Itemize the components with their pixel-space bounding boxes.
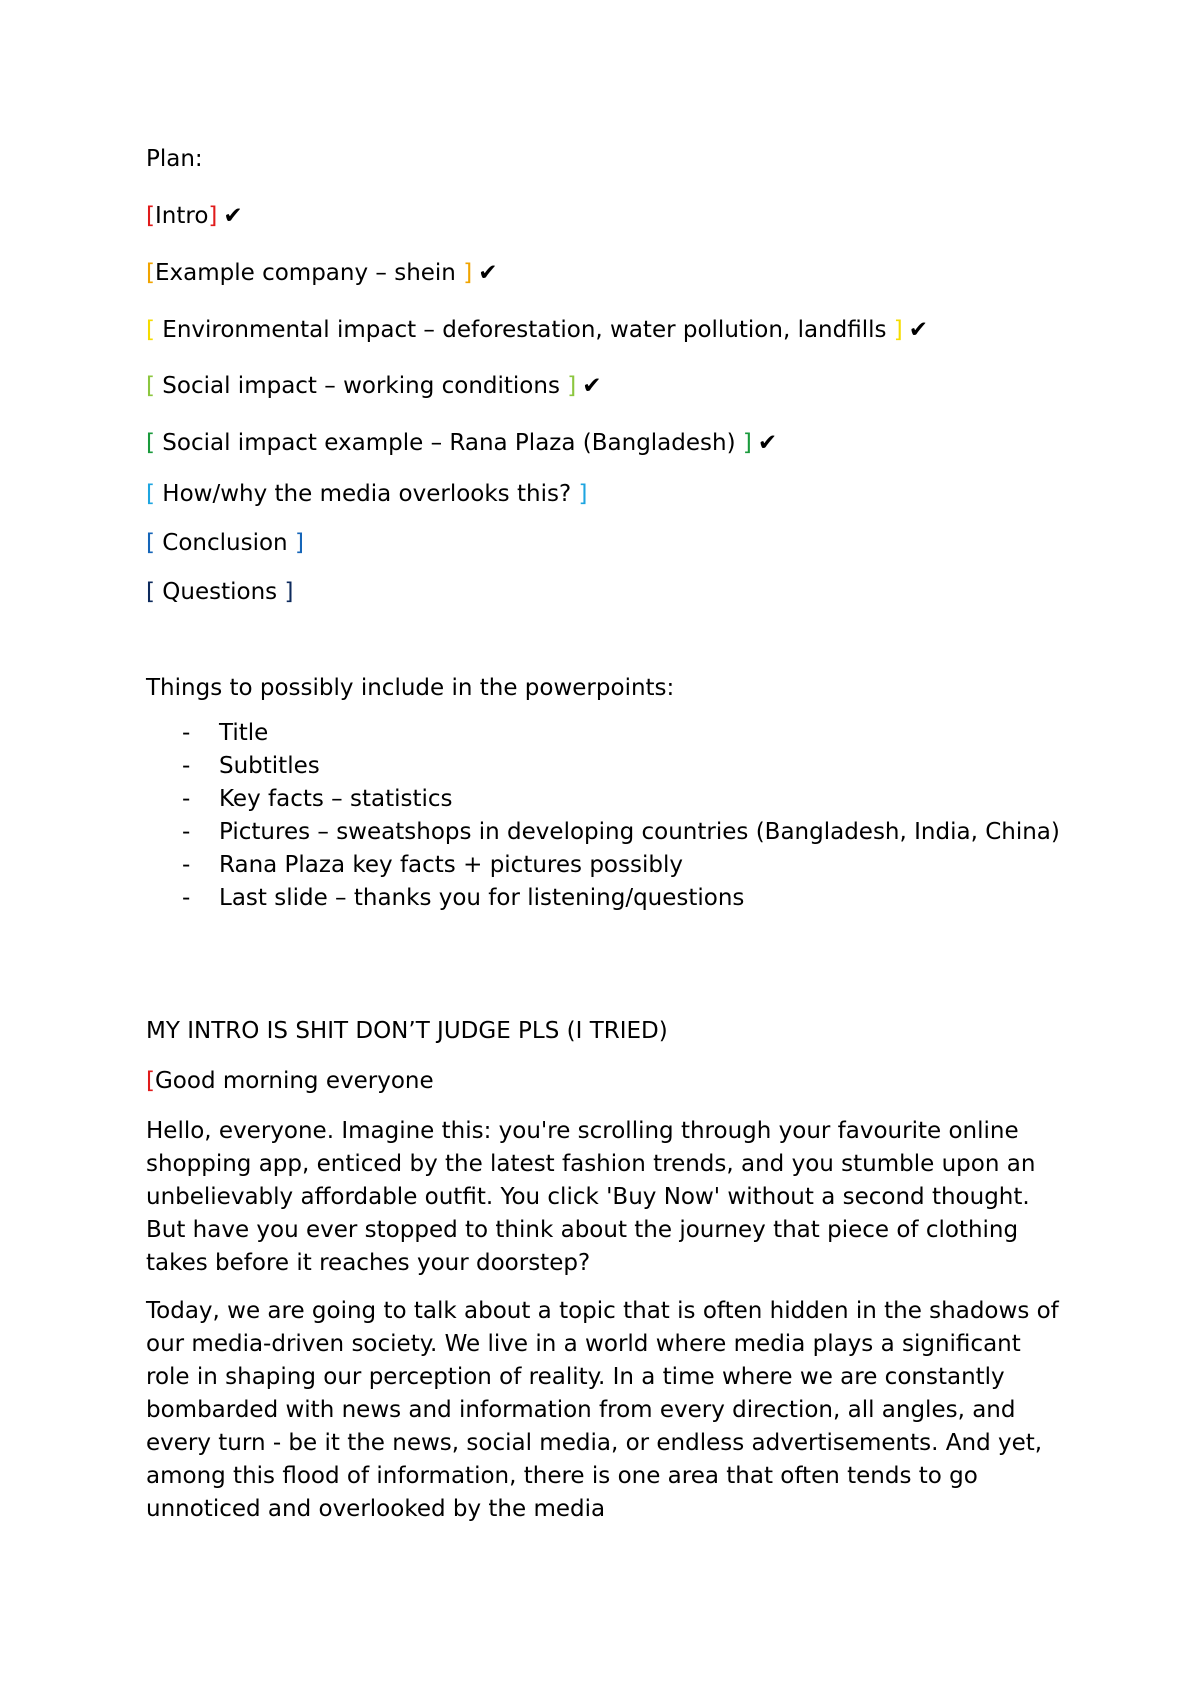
plan-item xyxy=(146,427,777,460)
list-item xyxy=(146,750,1076,783)
checkmark-icon: ✔ xyxy=(582,373,602,399)
plan-item-close-bracket: ] xyxy=(567,373,577,399)
plan-item xyxy=(146,257,497,290)
plan-item xyxy=(146,314,928,347)
list-item-text: Rana Plaza key facts + pictures possibly xyxy=(219,852,683,878)
checkmark-icon: ✔ xyxy=(478,260,498,286)
plan-item-text: Conclusion xyxy=(154,530,295,556)
plan-item-text: Social impact – working conditions xyxy=(154,373,568,399)
plan-item-text: Questions xyxy=(154,579,285,605)
plan-item xyxy=(146,527,304,560)
greeting-text: Good morning everyone xyxy=(154,1068,434,1094)
bullet-dash: - xyxy=(182,786,191,812)
plan-heading: Plan: xyxy=(146,146,203,172)
plan-item-text: Environmental impact – deforestation, water pollution, landfills xyxy=(154,317,894,343)
plan-item-text: Example company – shein xyxy=(154,260,464,286)
plan-item-close-bracket: ] xyxy=(742,430,752,456)
list-item-text: Key facts – statistics xyxy=(219,786,453,812)
plan-item-close-bracket: ] xyxy=(294,530,304,556)
greeting-bracket: [ xyxy=(146,1068,155,1094)
bullet-dash: - xyxy=(182,885,191,911)
checkmark-icon: ✔ xyxy=(908,317,929,343)
list-item xyxy=(146,849,1076,882)
list-item-text: Title xyxy=(219,720,269,746)
powerpoint-bullet-list xyxy=(146,717,1076,915)
powerpoint-heading: Things to possibly include in the powerpoints: xyxy=(146,675,675,701)
plan-item-text: Social impact example – Rana Plaza (Bangladesh) xyxy=(154,430,743,456)
plan-item-close-bracket: ] xyxy=(578,481,588,507)
plan-item-close-bracket: ] xyxy=(463,260,473,286)
list-item-text: Subtitles xyxy=(219,753,320,779)
plan-item-close-bracket: ] xyxy=(284,579,294,605)
plan-item-open-bracket: [ xyxy=(146,373,155,399)
plan-item-text: How/why the media overlooks this? xyxy=(154,481,579,507)
bullet-dash: - xyxy=(182,852,191,878)
plan-item-open-bracket: [ xyxy=(146,530,155,556)
intro-greeting xyxy=(146,1065,1076,1098)
intro-paragraph-1: Hello, everyone. Imagine this: you're scrolling through your favourite online shopping app, enticed by the latest fashion trends, and you stumble upon an unbelievably affordable outfit. You click 'Buy Now' without a second thought. But have you ever stopped to think about the journey that piece of clothing takes before it reaches your doorstep? xyxy=(146,1118,1036,1276)
plan-item xyxy=(146,478,587,511)
bullet-dash: - xyxy=(182,819,191,845)
plan-item-open-bracket: [ xyxy=(146,430,155,456)
plan-item-open-bracket: [ xyxy=(146,260,155,286)
plan-item-open-bracket: [ xyxy=(146,481,155,507)
checkmark-icon: ✔ xyxy=(757,430,778,456)
plan-item-open-bracket: [ xyxy=(146,317,155,343)
list-item xyxy=(146,816,1076,849)
list-item xyxy=(146,783,1076,816)
plan-item xyxy=(146,370,602,403)
bullet-dash: - xyxy=(182,753,191,779)
bullet-dash: - xyxy=(182,720,191,746)
list-item xyxy=(146,717,1076,750)
intro-paragraph-2: Today, we are going to talk about a topic that is often hidden in the shadows of our media-driven society. We live in a world where media plays a significant role in shaping our perception of reality. In a time where we are constantly bombarded with news and information from every direction, all angles, and every turn - be it the news, social media, or endless advertisements. And yet, among this flood of information, there is one area that often tends to go unnoticed and overlooked by the media xyxy=(146,1298,1059,1522)
checkmark-icon: ✔ xyxy=(223,203,243,229)
list-item xyxy=(146,882,1076,915)
plan-item-close-bracket: ] xyxy=(893,317,903,343)
intro-heading: MY INTRO IS SHIT DON’T JUDGE PLS (I TRIED) xyxy=(146,1018,668,1044)
plan-item-text: Intro xyxy=(154,203,209,229)
list-item-text: Pictures – sweatshops in developing countries (Bangladesh, India, China) xyxy=(219,819,1060,845)
plan-item-close-bracket: ] xyxy=(208,203,218,229)
plan-item xyxy=(146,576,293,609)
plan-item xyxy=(146,200,243,233)
plan-item-open-bracket: [ xyxy=(146,579,155,605)
list-item-text: Last slide – thanks you for listening/questions xyxy=(219,885,745,911)
plan-item-open-bracket: [ xyxy=(146,203,155,229)
